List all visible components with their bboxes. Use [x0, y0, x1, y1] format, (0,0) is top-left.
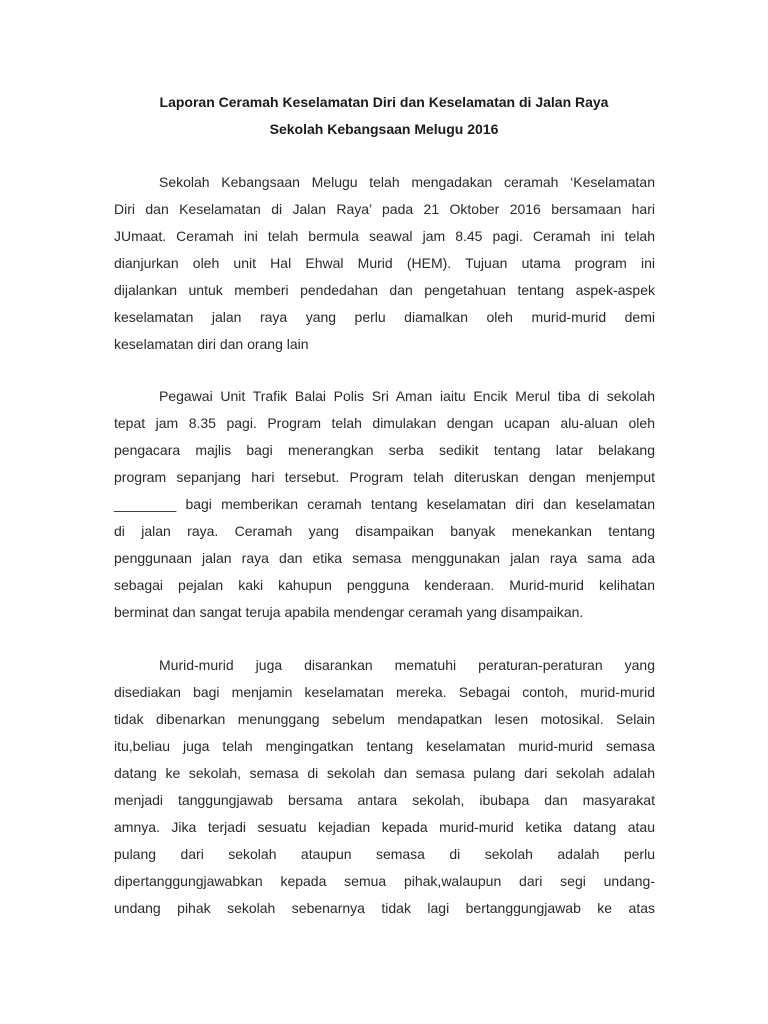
paragraph-line: Sekolah Kebangsaan Melugu telah mengadakan ceramah ‘Keselamatan	[159, 174, 655, 190]
paragraph-line: di jalan raya. Ceramah yang disampaikan banyak menekankan tentang	[114, 523, 655, 539]
paragraph-line: pulang dari sekolah ataupun semasa di sekolah adalah perlu	[114, 846, 655, 862]
paragraph-line: JUmaat. Ceramah ini telah bermula seawal jam 8.45 pagi. Ceramah ini telah	[114, 228, 655, 244]
paragraph-line: undang pihak sekolah sebenarnya tidak lagi bertanggungjawab ke atas	[114, 900, 655, 916]
paragraph-line: ________ bagi memberikan ceramah tentang keselamatan diri dan keselamatan	[114, 496, 655, 512]
paragraph-line: disediakan bagi menjamin keselamatan mereka. Sebagai contoh, murid-murid	[114, 684, 655, 700]
paragraph-line: dianjurkan oleh unit Hal Ehwal Murid (HEM). Tujuan utama program ini	[114, 255, 655, 271]
paragraph-line: tidak dibenarkan menunggang sebelum mendapatkan lesen motosikal. Selain	[114, 711, 655, 727]
document-subtitle: Sekolah Kebangsaan Melugu 2016	[269, 121, 499, 137]
paragraph-line: datang ke sekolah, semasa di sekolah dan semasa pulang dari sekolah adalah	[114, 765, 655, 781]
paragraph-line: Pegawai Unit Trafik Balai Polis Sri Aman iaitu Encik Merul tiba di sekolah	[159, 388, 655, 404]
paragraph-line: menjadi tanggungjawab bersama antara sekolah, ibubapa dan masyarakat	[114, 792, 655, 808]
paragraph-line: keselamatan jalan raya yang perlu diamalkan oleh murid-murid demi	[114, 309, 655, 325]
paragraph-line: tepat jam 8.35 pagi. Program telah dimulakan dengan ucapan alu-aluan oleh	[114, 415, 655, 431]
paragraph-line: dijalankan untuk memberi pendedahan dan pengetahuan tentang aspek-aspek	[114, 282, 655, 298]
paragraph-line: penggunaan jalan raya dan etika semasa menggunakan jalan raya sama ada	[114, 550, 655, 566]
paragraph-line: sebagai pejalan kaki kahupun pengguna kenderaan. Murid-murid kelihatan	[114, 577, 655, 593]
paragraph-line: keselamatan diri dan orang lain	[114, 336, 309, 352]
paragraph-line: Murid-murid juga disarankan mematuhi peraturan-peraturan yang	[159, 657, 655, 673]
paragraph-line: Diri dan Keselamatan di Jalan Raya’ pada 21 Oktober 2016 bersamaan hari	[114, 201, 655, 217]
paragraph-line: pengacara majlis bagi menerangkan serba sedikit tentang latar belakang	[114, 442, 655, 458]
paragraph-line: amnya. Jika terjadi sesuatu kejadian kepada murid-murid ketika datang atau	[114, 819, 655, 835]
paragraph-line: berminat dan sangat teruja apabila mendengar ceramah yang disampaikan.	[114, 604, 584, 620]
paragraph-line: program sepanjang hari tersebut. Program telah diteruskan dengan menjemput	[114, 469, 655, 485]
document-title: Laporan Ceramah Keselamatan Diri dan Keselamatan di Jalan Raya	[159, 94, 609, 110]
paragraph-line: dipertanggungjawabkan kepada semua pihak,walaupun dari segi undang-	[114, 873, 655, 889]
paragraph-line: itu,beliau juga telah mengingatkan tentang keselamatan murid-murid semasa	[114, 738, 655, 754]
